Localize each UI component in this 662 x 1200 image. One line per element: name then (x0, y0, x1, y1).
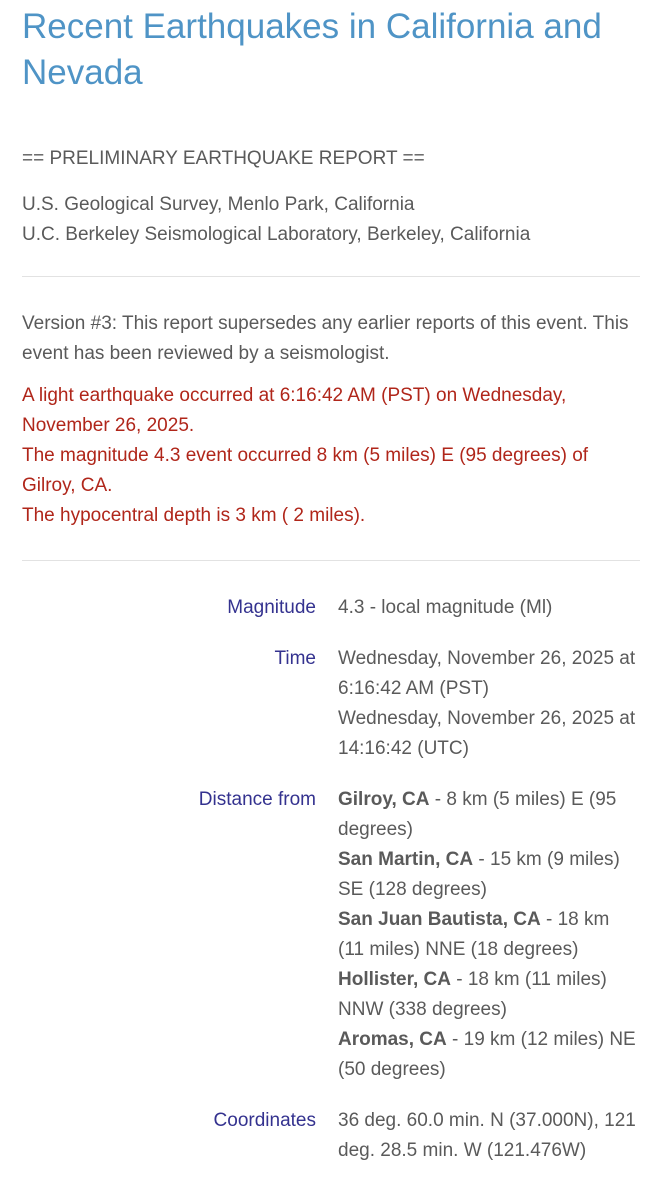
summary-occurred: A light earthquake occurred at 6:16:42 AM (PST) on Wednesday, November 26, 2025. (22, 385, 567, 436)
place-detail: - 15 km (9 miles) SE (128 degrees) (338, 849, 620, 900)
version-note: Version #3: This report supersedes any earlier reports of this event. This event has been reviewed by a seismologist. (22, 313, 629, 364)
place-detail: - 19 km (12 miles) NE (50 degrees) (338, 1029, 636, 1080)
divider (22, 560, 640, 561)
place-name: Hollister, CA (338, 969, 451, 990)
coordinates-longitude: 121 deg. 28.5 min. W (121.476W) (338, 1110, 636, 1161)
page-title: Recent Earthquakes in California and Nevada (22, 7, 602, 92)
distance-label: Distance from (198, 789, 316, 810)
distance-item (338, 785, 640, 845)
place-name: Aromas, CA (338, 1029, 447, 1050)
place-detail: - 18 km (11 miles) NNW (338 degrees) (338, 969, 607, 1020)
time-local: Wednesday, November 26, 2025 at 6:16:42 AM (PST) (338, 648, 636, 699)
coordinates-label: Coordinates (213, 1110, 316, 1131)
distance-item (338, 965, 640, 1025)
distance-item (338, 845, 640, 905)
detail-row-time (22, 644, 640, 764)
report-header (22, 144, 640, 250)
place-detail: - 8 km (5 miles) E (95 degrees) (338, 789, 617, 840)
place-detail: - 18 km (11 miles) NNE (18 degrees) (338, 909, 610, 960)
distance-item (338, 905, 640, 965)
place-name: San Juan Bautista, CA (338, 909, 541, 930)
event-summary (22, 381, 640, 531)
source-usgs: U.S. Geological Survey, Menlo Park, California (22, 194, 415, 215)
summary-depth: The hypocentral depth is 3 km ( 2 miles). (22, 505, 366, 526)
magnitude-value: 4.3 - local magnitude (Ml) (338, 597, 553, 618)
time-utc: Wednesday, November 26, 2025 at 14:16:42 (UTC) (338, 708, 636, 759)
place-name: Gilroy, CA (338, 789, 430, 810)
detail-row-distance (22, 785, 640, 1085)
event-details (22, 593, 640, 1166)
detail-row-coordinates (22, 1106, 640, 1166)
summary-magnitude-location: The magnitude 4.3 event occurred 8 km (5 miles) E (95 degrees) of Gilroy, CA. (22, 445, 589, 496)
coordinates-latitude: 36 deg. 60.0 min. N (37.000N), (338, 1110, 599, 1131)
distance-item (338, 1025, 640, 1085)
detail-row-magnitude (22, 593, 640, 623)
distance-list (338, 785, 640, 1085)
magnitude-label: Magnitude (227, 597, 316, 618)
source-berkeley: U.C. Berkeley Seismological Laboratory, Berkeley, California (22, 224, 531, 245)
divider (22, 276, 640, 277)
time-label: Time (274, 648, 316, 669)
report-heading: == PRELIMINARY EARTHQUAKE REPORT == (22, 148, 425, 169)
place-name: San Martin, CA (338, 849, 474, 870)
time-value (338, 644, 640, 764)
coordinates-value (338, 1106, 640, 1166)
